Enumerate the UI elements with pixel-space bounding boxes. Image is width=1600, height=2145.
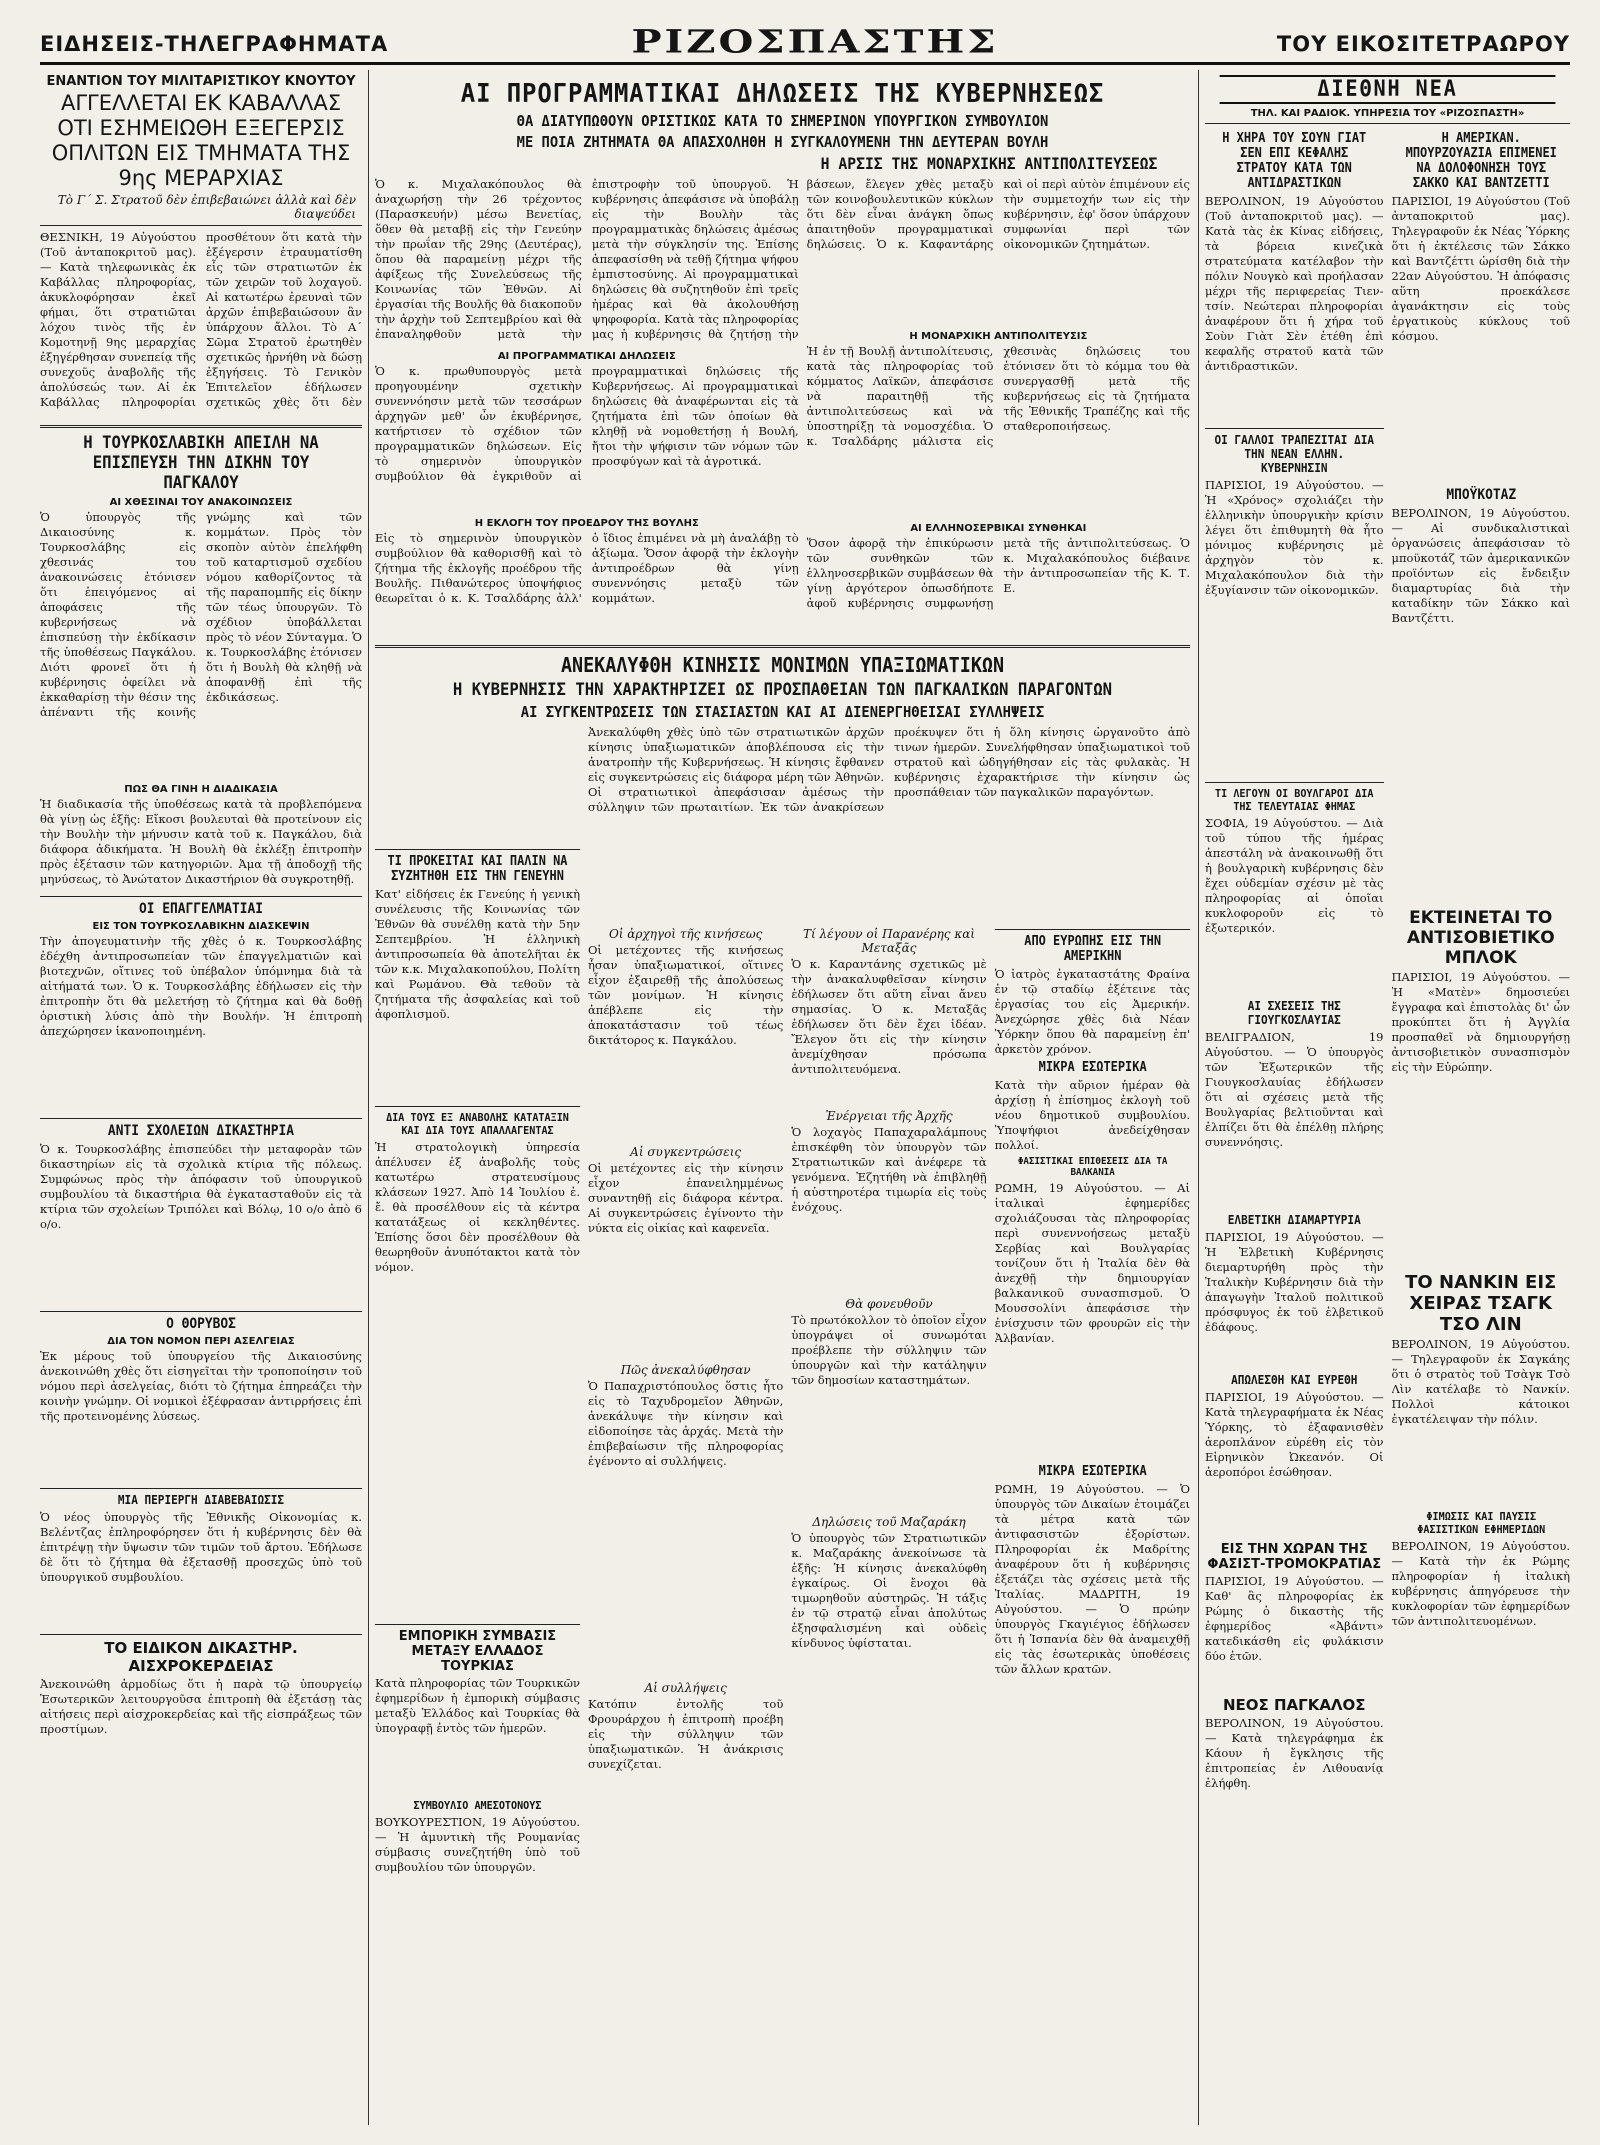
story-fascist-press: ΒΕΡΟΛΙΝΟΝ, 19 Αὐγούστου. — Κατὰ τὴν ἐκ Ρώμης πληροφορίαν ἡ ἰταλικὴ κυβέρνησις ἀπηγόρευσε τὴν κυκλοφορίαν τῶν ἐφημερίδων τῶν ἀντιπολιτευομένων. — [1391, 1539, 1570, 1628]
headline-fascist-balkans: ΦΑΣΙΣΤΙΚΑΙ ΕΠΙΘΕΣΕΙΣ ΔΙΑ ΤΑ ΒΑΛΚΑΝΙΑ — [1017, 1156, 1168, 1178]
story-geneva: Κατ' εἰδήσεις ἐκ Γενεύης ἡ γενικὴ συνέλευσις τῆς Κοινωνίας τῶν Ἐθνῶν θὰ συνέλθῃ κατὰ τὴν 5ην Σεπτεμβρίου. Ἡ ἑλληνικὴ ἀντιπροσωπεία θὰ ἀποτελῆται ἐκ τῶν κ.κ. Μιχαλακοπούλου, Πολίτη καὶ Ρωμάνου. Θὰ τεθοῦν τὰ ζητήματα τῆς ἀσφαλείας καὶ τοῦ ἀφοπλισμοῦ. — [375, 887, 580, 1021]
headline-sacco-vanzetti: Η ΑΜΕΡΙΚΑΝ. ΜΠΟΥΡΖΟΥΑΖΙΑ ΕΠΙΜΕΝΕΙ ΝΑ ΔΟΛΟΦΟΝΗΣΗ ΤΟΥΣ ΣΑΚΚΟ ΚΑΙ ΒΑΝΤΖΕΤΤΙ — [1405, 131, 1557, 191]
headline-trade-treaty: ΕΜΠΟΡΙΚΗ ΣΥΜΒΑΣΙΣ ΜΕΤΑΞΥ ΕΛΛΑΔΟΣ ΤΟΥΡΚΙΑΣ — [398, 1629, 557, 1674]
headline-europe-america: ΑΠΟ ΕΥΡΩΠΗΣ ΕΙΣ ΤΗΝ ΑΜΕΡΙΚΗΝ — [1023, 934, 1161, 964]
headline-yugoslavia: ΑΙ ΣΧΕΣΕΙΣ ΤΗΣ ΓΙΟΥΓΚΟΣΛΑΥΙΑΣ — [1247, 999, 1341, 1027]
subhead-declarations: ΑΙ ΠΡΟΓΡΑΜΜΑΤΙΚΑΙ ΔΗΛΩΣΕΙΣ — [497, 351, 676, 362]
divider — [40, 1488, 362, 1489]
headline-special-court: ΤΟ ΕΙΔΙΚΟΝ ΔΙΚΑΣΤΗΡ. ΑΙΣΧΡΟΚΕΡΔΕΙΑΣ — [104, 1639, 298, 1675]
divider — [375, 1624, 580, 1625]
subhead-gatherings: Αἱ συγκεντρώσεις — [630, 1145, 742, 1159]
story-nanking: ΒΕΡΟΛΙΝΟΝ, 19 Αὐγούστου. — Τηλεγραφοῦν ἐκ Σαγκάης ὅτι ὁ στρατὸς τοῦ Τσὰγκ Τσὸ Λὶν κατέλαβε τὸ Νανκίν. Πολλοὶ κάτοικοι ἐγκατέλειψαν τὴν πόλιν. — [1391, 1337, 1570, 1426]
story-procedure: Ἡ διαδικασία τῆς ὑποθέσεως κατὰ τὰ προβλεπόμενα θὰ γίνῃ ὡς ἑξῆς: Εἴκοσι βουλευταὶ θὰ προτείνουν εἰς τὴν Βουλὴν τὴν μήνυσιν κατὰ τοῦ κ. Παγκάλου, διὰ διάφορα ἀδικήματα. Ἡ Βουλὴ θὰ ἐκλέξῃ ἐπιτροπὴν πρὸς ἐξέτασιν τῶν κατηγοριῶν. Ἀμα τῇ ἀποδοχῇ τῆς μηνύσεως, τὸ Ἀνώτατον Δικαστήριον θὰ συγκροτηθῇ. — [40, 797, 362, 886]
subhead-announcements: ΑΙ ΧΘΕΣΙΝΑΙ ΤΟΥ ΑΝΑΚΟΙΝΩΣΕΙΣ — [109, 497, 293, 508]
masthead — [40, 10, 1570, 65]
subhead-leaders: Οἱ ἀρχηγοὶ τῆς κινήσεως — [608, 927, 763, 941]
deck-nco-1: Η ΚΥΒΕΡΝΗΣΙΣ ΤΗΝ ΧΑΡΑΚΤΗΡΙΖΕΙ ΩΣ ΠΡΟΣΠΑΘΕΙΑΝ ΤΩΝ ΠΑΓΚΑΛΙΚΩΝ ΠΑΡΑΓΟΝΤΩΝ — [452, 680, 1113, 700]
headline-conscripts: ΔΙΑ ΤΟΥΣ ΕΞ ΑΝΑΒΟΛΗΣ ΚΑΤΑΤΑΞΙΝ ΚΑΙ ΔΙΑ ΤΟΥΣ ΑΠΑΛΛΑΓΕΝΤΑΣ — [386, 1111, 569, 1137]
subhead-actions: Ἐνέργειαι τῆς Ἀρχῆς — [825, 1109, 953, 1123]
divider — [40, 896, 362, 897]
divider — [1205, 428, 1384, 429]
headline-swiss-protest: ΕΛΒΕΤΙΚΗ ΔΙΑΜΑΡΤΥΡΙΑ — [1227, 1213, 1361, 1227]
headline-geneva: ΤΙ ΠΡΟΚΕΙΤΑΙ ΚΑΙ ΠΑΛΙΝ ΝΑ ΣΥΖΗΤΗΘΗ ΕΙΣ ΤΗΝ ΓΕΝΕΥΗΝ — [387, 854, 568, 884]
headline-council: ΣΥΜΒΟΥΛΙΟ ΑΜΕΣΟΤΟΝΟΥΣ — [413, 1799, 542, 1812]
subhead-arrests: Αἱ συλλήψεις — [644, 1681, 727, 1695]
story-new-pangalos: ΒΕΡΟΛΙΝΟΝ, 19 Αὐγούστου. — Κατὰ τηλεγράφημα ἐκ Κάουν ἡ ἔγκλησις τῆς ἐπιτροπείας ἐν Λιθουανίᾳ ἐλήφθη. — [1205, 1716, 1384, 1790]
story-europe-america: Ὁ ἰατρὸς ἐγκαταστάτης Φραίνα ἐν τῷ σταδίῳ ἐξέτεινε τὰς ἐργασίας του εἰς Ἀμερικήν. Ἀνεχώρησε χθὲς διὰ Νέαν Ὑόρκην ὅπου θὰ παραμείνῃ ἐπ' ἀρκετὸν χρόνον. — [994, 967, 1190, 1056]
story-speaker-election: Εἰς τὸ σημερινὸν ὑπουργικὸν συμβούλιον θὰ καθορισθῇ καὶ τὸ ζήτημα τῆς ἐκλογῆς προέδρου τῆς Βουλῆς. Πιθανώτερος ὑποψήφιος θεωρεῖται ὁ κ. Κ. Τσαλδάρης ἀλλ' ὁ ἴδιος ἐπιμένει νὰ μὴ ἀναλάβῃ τὸ ἀξίωμα. Ὅσον ἀφορᾷ τὴν ἐκλογὴν ἀντιπροέδρων θὰ γίνῃ συνεννόησις μεταξὺ τῶν κομμάτων. — [375, 531, 799, 605]
subhead-professionals: ΕΙΣ ΤΟΝ ΤΟΥΡΚΟΣΛΑΒΙΚΗΝ ΔΙΑΣΚΕΨΙΝ — [92, 921, 310, 932]
headline-bulgarians: ΤΙ ΛΕΓΟΥΝ ΟΙ ΒΟΥΛΓΑΡΟΙ ΔΙΑ ΤΗΣ ΤΕΛΕΥΤΑΙΑΣ ΦΗΜΑΣ — [1215, 787, 1374, 813]
divider — [40, 1118, 362, 1119]
masthead-right: ΤΟΥ ΕΙΚΟΣΙΤΕΤΡΑΩΡΟΥ — [1276, 32, 1570, 56]
story-discovered: Ὁ Παπαχριστόπουλος ὅστις ἦτο εἰς τὸ Ταχυδρομεῖον Ἀθηνῶν, ἀνεκάλυψε τὴν κίνησιν καὶ εἰδοποίησε τὰς ἀρχάς. Μετὰ τὴν ἐπιβεβαίωσιν τῆς πληροφορίας ἐγένοντο αἱ συλλήψεις. — [588, 1379, 784, 1468]
story-statements: Ὁ κ. Καραντάνης σχετικῶς μὲ τὴν ἀνακαλυφθεῖσαν κίνησιν ἐδήλωσεν ὅτι αὕτη εἶναι ἄνευ σημασίας. Ὁ κ. Μεταξᾶς ἐδήλωσεν ὅτι δὲν ἔχει ἰδέαν. Ἔλεγον ὅτι εἰς τὴν κίνησιν ἀνεμίχθησαν πρόσωπα ἀντιπολιτευόμενα. — [791, 957, 987, 1076]
deck-programmatic-3: Η ΑΡΣΙΣ ΤΗΣ ΜΟΝΑΡΧΙΚΗΣ ΑΝΤΙΠΟΛΙΤΕΥΣΕΩΣ — [820, 154, 1158, 173]
story-domestic-2: ΡΩΜΗ, 19 Αὐγούστου. — Ὁ ὑπουργὸς τῶν Δικαίων ἐτοιμάζει τὰ μέτρα κατὰ τῶν ἀντιφασιστῶν ἐξορίστων. Πληροφορίαι ἐκ Μαδρίτης ἀναφέρουν ὅτι ἡ κυβέρνησις ἐξετάζει τὰς σχέσεις μετὰ τῆς Ἰταλίας. ΜΑΔΡΙΤΗ, 19 Αὐγούστου. — Ὁ πρώην ὑπουργὸς Γκαγιέγιος ἐδήλωσεν ὅτι ἡ Ἱσπανία δὲν θὰ ἀναμειχθῇ εἰς τὰς ἐσωτερικὰς ὑποθέσεις τῶν ἄλλων κρατῶν. — [994, 1482, 1190, 1676]
story-pangalos-trial: Ὁ ὑπουργὸς τῆς Δικαιοσύνης κ. Τουρκοσλάβης εἰς χθεσινάς του ἀνακοινώσεις ἐτόνισεν ὅτι ἐπειγόμενος αἱ ἀποφάσεις τῆς κυβερνήσεως νὰ ἐπισπεύσῃ τὴν ἐκδίκασιν τῆς ὑποθέσεως Παγκάλου. Διότι φρονεῖ ὅτι ἡ κυβέρνησις ὀφείλει νὰ ἐκκαθαρίσῃ τὴν θέσιν της ἀπέναντι τῆς κοινῆς γνώμης καὶ τῶν κομμάτων. Πρὸς τὸν σκοπὸν αὐτὸν ἐπελήφθη τοῦ καταρτισμοῦ σχεδίου νόμου καθορίζοντος τὰ τῆς παραπομπῆς εἰς δίκην τῶν τέως ὑπουργῶν. Τὸ σχέδιον ὑποβάλλεται πρὸς τὸ νέον Σύνταγμα. Ὁ κ. Τουρκοσλάβης ἐτόνισεν ὅτι ἡ Βουλὴ θὰ κληθῇ νὰ ἀποφανθῇ ἐπὶ τῆς ἐκδικάσεως. — [40, 510, 362, 719]
story-gatherings: Οἱ μετέχοντες εἰς τὴν κίνησιν εἶχον ἐπανειλημμένως συναντηθῇ εἰς διάφορα κέντρα. Αἱ συγκεντρώσεις ἐγίνοντο τὴν νύκτα εἰς οἰκίας καὶ καφενεῖα. — [588, 1161, 784, 1235]
divider — [1205, 782, 1384, 783]
divider — [995, 929, 1190, 930]
divider — [375, 849, 580, 850]
subhead-murders: Θὰ φονευθοῦν — [845, 1297, 933, 1311]
column-rule — [1198, 70, 1199, 2125]
headline-domestic-2: ΜΙΚΡΑ ΕΣΩΤΕΡΙΚΑ — [1038, 1464, 1147, 1479]
story-fascist-balkans: ΡΩΜΗ, 19 Αὐγούστου. — Αἱ ἰταλικαὶ ἐφημερίδες σχολιάζουσαι τὰς πληροφορίας περὶ συνεννοήσεως μεταξὺ Σερβίας καὶ Βουλγαρίας τονίζουν ὅτι ἡ Ἰταλία δὲν θὰ ἀνεχθῇ τὴν δημιουργίαν βαλκανικοῦ συνασπισμοῦ. Ὁ Μουσσολίνι ἀπεφάσισε τὴν ἐνίσχυσιν τῶν φρουρῶν εἰς τὴν Ἀλβανίαν. — [994, 1181, 1190, 1345]
story-bankers: ΠΑΡΙΣΙΟΙ, 19 Αὐγούστου. — Ἡ «Χρόνος» σχολιάζει τὴν ἑλληνικὴν ὑπουργικὴν κρίσιν λέγει ὅτι ἐπιθυμητὴ θὰ ἦτο μόνιμος κυβέρνησις μὲ ἀρχηγὸν τὸν κ. Μιχαλακόπουλον διὰ τὴν ἐξυγίανσιν τῶν οἰκονομικῶν. — [1205, 478, 1384, 597]
subhead-uproar: ΔΙΑ ΤΟΝ ΝΟΜΟΝ ΠΕΡΙ ΑΣΕΛΓΕΙΑΣ — [107, 1336, 295, 1347]
story-murders: Τὸ πρωτόκολλον τὸ ὁποῖον εἶχον ὑπογράψει οἱ συνωμόται προέβλεπε τὴν σύλληψιν τῶν ὑπουργῶν καὶ τὴν κατάληψιν τῶν δημοσίων καταστημάτων. — [791, 1313, 987, 1387]
headline-nco-movement: ΑΝΕΚΑΛΥΦΘΗ ΚΙΝΗΣΙΣ ΜΟΝΙΜΩΝ ΥΠΑΞΙΩΜΑΤΙΚΩΝ — [560, 653, 1005, 677]
story-conscripts: Ἡ στρατολογικὴ ὑπηρεσία ἀπέλυσεν ἐξ ἀναβολῆς τοὺς κατωτέρω στρατευσίμους κλάσεων 1927. Ἀπὸ 14 Ἰουλίου ἐ. ἔ. θὰ προσέλθουν εἰς τὰ κέντρα κατατάξεως οἱ κεκληθέντες. Ἐπίσης ὅσοι δὲν προσέλθουν θὰ θεωρηθοῦν ἀνυπότακτοι κατὰ τὸν νόμον. — [375, 1140, 580, 1274]
story-leaders: Οἱ μετέχοντες τῆς κινήσεως ἦσαν ὑπαξιωματικοί, οἵτινες εἶχον ἐξαιρεθῇ τῆς ἀπολύσεως τῶν μονίμων. Ἡ κίνησις ἀπέβλεπε εἰς τὴν ἀποκατάστασιν τοῦ τέως δικτάτορος κ. Παγκάλου. — [588, 943, 784, 1047]
story-mazarakis: Ὁ ὑπουργὸς τῶν Στρατιωτικῶν κ. Μαζαράκης ἀνεκοίνωσε τὰ ἑξῆς: Ἡ κίνησις ἀνεκαλύφθη ἐγκαίρως. Οἱ ἔνοχοι θὰ τιμωρηθοῦν αὐστηρῶς. Ἡ τάξις ἐν τῷ στρατῷ εἶναι ἀπολύτως ἐξησφαλισμένη καὶ οὐδεὶς κίνδυνος ὑφίσταται. — [791, 1531, 987, 1650]
nco-story — [375, 640, 1190, 2120]
story-declarations: Ὁ κ. πρωθυπουργὸς μετὰ προηγουμένην σχετικὴν συνεννόησιν μετὰ τῶν τεσσάρων ἀρχηγῶν μεθ' ὧν ἐκυβέρνησε, κατήρτισεν τὸ σχέδιον τῶν προγραμματικῶν δηλώσεων. Εἰς τὸ σημερινὸν ὑπουργικὸν συμβούλιον θὰ ἐγκριθοῦν αἱ προγραμματικαὶ δηλώσεις τῆς Κυβερνήσεως. Αἱ προγραμματικαὶ δηλώσεις θὰ ἀναφέρωνται εἰς τὰ ζητήματα ἐπὶ τῶν ὁποίων θὰ κληθῇ νὰ νομοθετήσῃ ἡ Βουλή, ἤτοι τὴν ψήφισιν τῶν νόμων τῶν προσφύγων καὶ τὰ ἀγροτικά. — [375, 364, 799, 483]
story-sun-yat-sen: ΒΕΡΟΛΙΝΟΝ, 19 Αὐγούστου (Τοῦ ἀνταποκριτοῦ μας). — Κατὰ τὰς ἐκ Κίνας εἰδήσεις, τὰ βόρεια κινεζικὰ στρατεύματα κατέλαβον τὴν πόλιν Νουγκὸ καὶ προήλασαν μέχρι τῆς περιφερείας Τιεν-τσίν. Νεώτεραι πληροφορίαι ἀναφέρουν ὅτι ἡ χήρα τοῦ Σοὺν Γιὰτ Σὲν ἐτέθη ἐπὶ κεφαλῆς στρατοῦ κατὰ τῶν ἀντιδραστικῶν. — [1205, 194, 1384, 373]
headline-pangalos-trial: Η ΤΟΥΡΚΟΣΛΑΒΙΚΗ ΑΠΕΙΛΗ ΝΑ ΕΠΙΣΠΕΥΣΗ ΤΗΝ ΔΙΚΗΝ ΤΟΥ ΠΑΓΚΑΛΟΥ — [83, 433, 319, 493]
divider — [40, 425, 362, 428]
story-programmatic-lead: Ὁ κ. Μιχαλακόπουλος θὰ ἀναχωρήσῃ τὴν 26 τρέχοντος (Παρασκευήν) μέσω Βενετίας, ὅθεν θὰ μεταβῇ εἰς τὴν Γενεύην τὴν πρωΐαν τῆς 29ης (Δευτέρας), ὅπου θὰ παραμείνῃ μέχρι τῆς ἀφίξεως τῆς Συνελεύσεως τῆς Κοινωνίας τῶν Ἐθνῶν. Αἱ ἐργασίαι τῆς Βουλῆς θὰ διακοποῦν τὴν ἀρχὴν τοῦ Σεπτεμβρίου καὶ θὰ ἐπαναληφθοῦν μετὰ τὴν ἐπιστροφὴν τοῦ ὑπουργοῦ. Ἡ κυβέρνησις ἀπεφάσισε νὰ ὑποβάλῃ εἰς τὴν Βουλὴν τὰς προγραμματικὰς δηλώσεις ἀμέσως μετὰ τὴν σύγκλησίν της. Ἐπίσης ἀπεφασίσθη νὰ τεθῇ ζήτημα ψήφου ἐμπιστοσύνης. Αἱ προγραμματικαὶ δηλώσεις θὰ συζητηθοῦν ἐπὶ τρεῖς ἡμέρας καὶ θὰ ἀκολουθήσῃ ψηφοφορία. Κατὰ τὰς πληροφορίας μας ἡ κυβέρνησις θὰ ζητήσῃ τὴν — [375, 177, 799, 341]
subhead-speaker-election: Η ΕΚΛΟΓΗ ΤΟΥ ΠΡΟΕΔΡΟΥ ΤΗΣ ΒΟΥΛΗΣ — [474, 518, 699, 529]
headline-uproar: Ο ΘΟΡΥΒΟΣ — [166, 1316, 236, 1332]
kicker: ΕΝΑΝΤΙΟΝ ΤΟΥ ΜΙΛΙΤΑΡΙΣΤΙΚΟΥ ΚΝΟΥΤΟΥ — [46, 74, 356, 89]
masthead-left: ΕΙΔΗΣΕΙΣ-ΤΗΛΕΓΡΑΦΗΜΑΤΑ — [40, 32, 389, 56]
story-serbian-treaties: Ὅσον ἀφορᾷ τὴν ἐπικύρωσιν τῶν συνθηκῶν τῶν ἑλληνοσερβικῶν συμβάσεων θὰ γίνῃ ἀργότερον ὁπωσδήποτε ἀφοῦ κυβέρνησις συμφωνήσῃ μετὰ τῆς ἀντιπολιτεύσεως. Ὁ κ. Μιχαλακόπουλος διέβαινε τὴν ἀντιπροσωπείαν τῆς Κ. Τ. Ε. — [806, 536, 1190, 610]
subhead-discovered: Πῶς ἀνεκαλύφθησαν — [620, 1363, 751, 1377]
headline-programmatic: ΑΙ ΠΡΟΓΡΑΜΜΑΤΙΚΑΙ ΔΗΛΩΣΕΙΣ ΤΗΣ ΚΥΒΕΡΝΗΣΕΩΣ — [460, 79, 1105, 109]
story-special-court: Ἀνεκοινώθη ἁρμοδίως ὅτι ἡ παρὰ τῷ ὑπουργείῳ Ἐσωτερικῶν λειτουργοῦσα ἐπιτροπὴ θὰ ἐξετάσῃ τὰς αἰτήσεις περὶ αἰσχροκερδείας καὶ τῆς εἰσπράξεως τῶν προστίμων. — [40, 1677, 362, 1736]
headline-lost-found: ΑΠΩΛΕΣΘΗ ΚΑΙ ΕΥΡΕΘΗ — [1231, 1373, 1358, 1387]
story-yugoslavia: ΒΕΛΙΓΡΑΔΙΟΝ, 19 Αὐγούστου. — Ὁ ὑπουργὸς τῶν Ἐξωτερικῶν τῆς Γιουγκοσλαυίας ἐδήλωσεν ὅτι αἱ σχέσεις μετὰ τῆς Βουλγαρίας βελτιοῦνται καὶ ἐλπίζει ὅτι θὰ ἐπέλθῃ πλήρης συνεννόησις. — [1205, 1030, 1384, 1149]
story-council: ΒΟΥΚΟΥΡΕΣΤΙΟΝ, 19 Αὐγούστου. — Ἡ ἀμυντικὴ τῆς Ρουμανίας σύμβασις συνεζητήθη ὑπὸ τοῦ συμβουλίου τῶν ὑπουργῶν. — [375, 1815, 580, 1874]
divider — [40, 1311, 362, 1312]
headline-nanking: ΤΟ ΝΑΝΚΙΝ ΕΙΣ ΧΕΙΡΑΣ ΤΣΑΓΚ ΤΣΟ ΛΙΝ — [1405, 1272, 1557, 1335]
byline: Τὸ Γ΄ Σ. Στρατοῦ δὲν ἐπιβεβαιώνει ἀλλὰ καὶ δὲν διαψεύδει — [57, 193, 356, 221]
story-nco-lead: Ἀνεκαλύφθη χθὲς ὑπὸ τῶν στρατιωτικῶν ἀρχῶν κίνησις ὑπαξιωματικῶν ἀποβλέπουσα εἰς τὴν ἀνατροπὴν τῆς Κυβερνήσεως. Ἡ κίνησις ἔφθανεν εἰς συγκεντρώσεις εἰς διάφορα μέρη τῶν Ἀθηνῶν. Οἱ στρατιωτικοὶ ἀπεφάσισαν ἀμέσως τὴν σύλληψιν τῶν πρωταιτίων. Ἐκ τῶν ἀνακρίσεων προέκυψεν ὅτι ἡ ὅλη κίνησις ὠργανοῦτο ἀπὸ τινων ἡμερῶν. Συνελήφθησαν ὑπαξιωματικοὶ τοῦ στρατοῦ καὶ ὡδηγήθησαν εἰς τὰς φυλακὰς. Ἡ κυβέρνησις ἐχαρακτήρισε τὴν κίνησιν ὡς προσπάθειαν τῶν παγκαλικῶν παραγόντων. — [588, 725, 1190, 814]
deck-programmatic-2: ΜΕ ΠΟΙΑ ΖΗΤΗΜΑΤΑ ΘΑ ΑΠΑΣΧΟΛΗΘΗ Η ΣΥΓΚΑΛΟΥΜΕΝΗ ΤΗΝ ΔΕΥΤΕΡΑΝ ΒΟΥΛΗ — [516, 133, 1049, 151]
subhead-monarchist: Η ΜΟΝΑΡΧΙΚΗ ΑΝΤΙΠΟΛΙΤΕΥΣΙΣ — [909, 331, 1088, 342]
story-assurance: Ὁ νέος ὑπουργὸς τῆς Ἐθνικῆς Οἰκονομίας κ. Βελέντζας ἐπληροφόρησεν ὅτι ἡ κυβέρνησις δὲν θὰ ἐπιτρέψῃ τὴν ὕψωσιν τῶν τιμῶν τοῦ ἄρτου. Ἐδήλωσε δὲ ὅτι τὸ ζήτημα θὰ ἐξετασθῇ προσεχῶς ὑπὸ τοῦ ὑπουργικοῦ συμβουλίου. — [40, 1510, 362, 1584]
subhead-procedure: ΠΩΣ ΘΑ ΓΙΝΗ Η ΔΙΑΔΙΚΑΣΙΑ — [124, 784, 278, 795]
headline-fascist-terror: ΕΙΣ ΤΗΝ ΧΩΡΑΝ ΤΗΣ ΦΑΣΙΣΤ-ΤΡΟΜΟΚΡΑΤΙΑΣ — [1207, 1542, 1382, 1572]
headline-assurance: ΜΙΑ ΠΕΡΙΕΡΓΗ ΔΙΑΒΕΒΑΙΩΣΙΣ — [117, 1493, 285, 1507]
story-lost-found: ΠΑΡΙΣΙΟΙ, 19 Αὐγούστου. — Κατὰ τηλεγραφήματα ἐκ Νέας Ὑόρκης, τὸ ἐξαφανισθὲν ἀεροπλάνον εὑρέθη εἰς τὸν Εἰρηνικὸν Ὠκεανόν. Οἱ ἀεροπόροι ἐσώθησαν. — [1205, 1390, 1384, 1479]
story-fascist-terror: ΠΑΡΙΣΙΟΙ, 19 Αὐγούστου. — Καθ' ἃς πληροφορίας ἐκ Ρώμης ὁ δικαστὴς τῆς ἐφημερίδος «Ἀβάντι» κατεδικάσθη εἰς φυλάκισιν δύο ἐτῶν. — [1205, 1574, 1384, 1663]
headline-bankers: ΟΙ ΓΑΛΛΟΙ ΤΡΑΠΕΖΙΤΑΙ ΔΙΑ ΤΗΝ ΝΕΑΝ ΕΛΛΗΝ. ΚΥΒΕΡΝΗΣΙΝ — [1214, 433, 1375, 475]
headline-boycott: ΜΠΟΫΚΟΤΑΖ — [1445, 487, 1516, 503]
deck-nco-2: ΑΙ ΣΥΓΚΕΝΤΡΩΣΕΙΣ ΤΩΝ ΣΤΑΣΙΑΣΤΩΝ ΚΑΙ ΑΙ ΔΙΕΝΕΡΓΗΘΕΙΣΑΙ ΣΥΛΛΗΨΕΙΣ — [520, 703, 1045, 721]
story-monarchist: Ἡ ἐν τῇ Βουλῇ ἀντιπολίτευσις, κατὰ τὰς πληροφορίας τοῦ κόμματος Λαϊκῶν, ἀπεφάσισε νὰ παραιτηθῇ τῆς ἀντιπολιτεύσεως καὶ νὰ ὑποστηρίξῃ τὰ νομοσχέδια. Ὁ κ. Τσαλδάρης μάλιστα εἰς χθεσινὰς δηλώσεις του ἐτόνισεν ὅτι τὸ κόμμα του θὰ συνεργασθῇ μετὰ τῆς κυβερνήσεως εἰς τὰ ζητήματα τῆς Ἐθνικῆς Τραπέζης καὶ τῆς σταθεροποιήσεως. — [806, 344, 1190, 448]
story-domestic-1: Κατὰ τὴν αὔριον ἡμέραν θὰ ἀρχίσῃ ἡ ἐπίσημος ἐκλογὴ τοῦ νέου δημοτικοῦ συμβουλίου. Ὑποψήφιοι ἀνεδείχθησαν πολλοί. — [994, 1078, 1190, 1152]
story-arrests: Κατόπιν ἐντολῆς τοῦ Φρουράρχου ἡ ἐπιτροπὴ προέβη εἰς τὴν σύλληψιν τῶν ὑπαξιωματικῶν. Ἡ ἀνάκρισις συνεχίζεται. — [588, 1697, 784, 1771]
banner-international: ΔΙΕΘΝΗ ΝΕΑ — [1220, 75, 1556, 104]
headline-courts: ΑΝΤΙ ΣΧΟΛΕΙΩΝ ΔΙΚΑΣΤΗΡΙΑ — [107, 1123, 295, 1139]
story-continuation: βάσεων, ἔλεγεν χθὲς μεταξὺ τῶν κοινοβουλευτικῶν κύκλων ὅτι δὲν εἶναι ἀνάγκη ὅπως ἀπαιτηθοῦν προγραμματικαὶ δηλώσεις. Ὁ κ. Καφαντάρης καὶ οἱ περὶ αὐτὸν ἐπιμένουν εἰς τὴν συμμετοχήν των εἰς τὴν κυβέρνησιν, ἐφ' ὅσον ὑπάρχουν συμφωνίαι περὶ τῶν οἰκονομικῶν ζητημάτων. — [806, 177, 1190, 251]
headline-anti-soviet-bloc: ΕΚΤΕΙΝΕΤΑΙ ΤΟ ΑΝΤΙΣΟΒΙΕΤΙΚΟ ΜΠΛΟΚ — [1406, 908, 1555, 968]
story-bulgarians: ΣΟΦΙΑ, 19 Αὐγούστου. — Διὰ τοῦ τύπου τῆς ἡμέρας ἀπεστάλη νὰ ἀνακοινωθῇ ὅτι ἡ βουλγαρικὴ κυβέρνησις δὲν ἔχει οὐδεμίαν σχέσιν μὲ τὰς πληροφορίας αἱ ὁποῖαι κυκλοφοροῦν εἰς τὸ ἐξωτερικόν. — [1205, 816, 1384, 935]
story-swiss-protest: ΠΑΡΙΣΙΟΙ, 19 Αὐγούστου. — Ἡ Ἑλβετικὴ Κυβέρνησις διεμαρτυρήθη πρὸς τὴν Ἰταλικὴν Κυβέρνησιν διὰ τὴν ἀπαγωγὴν Ἰταλοῦ πολιτικοῦ πρόσφυγος ἐκ τοῦ ἑλβετικοῦ ἐδάφους. — [1205, 1230, 1384, 1334]
headline-kavala: ΑΓΓΕΛΛΕΤΑΙ ΕΚ ΚΑΒΑΛΛΑΣ ΟΤΙ ΕΣΗΜΕΙΩΘΗ ΕΞΕΓΕΡΣΙΣ ΟΠΛΙΤΩΝ ΕΙΣ ΤΜΗΜΑΤΑ ΤΗΣ 9ης ΜΕΡΑΡΧΙΑΣ — [51, 91, 351, 190]
newspaper-title: ΡΙΖΟΣΠΑΣΤΗΣ — [631, 22, 999, 61]
column-spacer — [375, 725, 580, 845]
main-story — [375, 76, 1190, 636]
story-boycott: ΒΕΡΟΛΙΝΟΝ, 19 Αὐγούστου. — Αἱ συνδικαλιστικαὶ ὀργανώσεις ἀπεφάσισαν τὸ μποϋκοτάζ τῶν ἀμερικανικῶν προϊόντων εἰς ἔνδειξιν διαμαρτυρίας διὰ τὴν καταδίκην τῶν Σάκκο καὶ Βαντζέττι. — [1391, 506, 1570, 625]
subhead-mazarakis: Δηλώσεις τοῦ Μαζαράκη — [812, 1515, 966, 1529]
divider — [1205, 123, 1570, 124]
headline-domestic-1: ΜΙΚΡΑ ΕΣΩΤΕΡΙΚΑ — [1038, 1060, 1147, 1075]
headline-professionals: ΟΙ ΕΠΑΓΓΕΛΜΑΤΙΑΙ — [138, 901, 264, 917]
story-kavala: ΘΕΣΝΙΚΗ, 19 Αὐγούστου (Τοῦ ἀνταποκριτοῦ μας). — Κατὰ τηλεφωνικὰς ἐκ Καβάλλας πληροφορίας, ἀκυκλοφόρησαν ἐκεῖ φήμαι, ὅτι στρατιῶται λόχου τινὸς τῆς ἐν Κομοτηνῇ 9ης μεραρχίας ἐξηγέρθησαν συνεπείᾳ τῆς συνεχοῦς ἀναβολῆς τῆς ἀπολύσεώς των. Αἱ ἐκ Καβάλλας πληροφορίαι προσθέτουν ὅτι κατὰ τὴν ἐξέγερσιν ἐτραυματίσθη εἷς τῶν στρατιωτῶν ἐκ τῶν χειρῶν τοῦ λοχαγοῦ. Αἱ κατωτέρω ἐρευναὶ τῶν ἀρχῶν ἐπιβεβαιώσουν ἂν ὑπάρχουν ἄλλοι. Τὸ Α΄ Σῶμα Στρατοῦ ἐρωτηθὲν σχετικῶς ἠρνήθη νὰ δώσῃ ἐξηγήσεις. Τὸ Γενικὸν Ἐπιτελεῖον ἐδήλωσεν σχετικῶς χθὲς ὅτι δὲν — [40, 230, 362, 409]
story-sacco-vanzetti: ΠΑΡΙΣΙΟΙ, 19 Αὐγούστου (Τοῦ ἀνταποκριτοῦ μας). Τηλεγραφοῦν ἐκ Νέας Ὑόρκης ὅτι ἡ ἐκτέλεσις τῶν Σάκκο καὶ Βαντζέττι ὡρίσθη διὰ τὴν 22αν Αὐγούστου. Ἡ ἀπόφασις αὕτη προεκάλεσε ἀγανάκτησιν εἰς τοὺς ἐργατικοὺς κύκλους τοῦ κόσμου. — [1391, 194, 1570, 343]
divider — [375, 645, 1190, 648]
subhead-statements: Τί λέγουν οἱ Παρανέρης καὶ Μεταξᾶς — [802, 927, 975, 955]
divider — [40, 1634, 362, 1635]
story-professionals: Τὴν ἀπογευματινὴν τῆς χθὲς ὁ κ. Τουρκοσλάβης ἐδέχθη ἀντιπροσωπείαν τῶν ἐπαγγελματιῶν καὶ βιοτεχνῶν, οἵτινες τοῦ ὑπέβαλον ὑπόμνημα διὰ τὰ αἰτήματά των. Ὁ κ. Τουρκοσλάβης ἐδήλωσεν εἰς τὴν ἐπιτροπὴν ὅτι θὰ μελετήσῃ τὸ ζήτημα καὶ θὰ δοθῇ ὁριστικὴ λύσις ἀπὸ τὴν Βουλήν. Ἡ ἐπιτροπὴ ἀπεχώρησεν ἱκανοποιημένη. — [40, 934, 362, 1038]
headline-fascist-press: ΦΙΜΩΣΙΣ ΚΑΙ ΠΑΥΣΙΣ ΦΑΣΙΣΤΙΚΩΝ ΕΦΗΜΕΡΙΔΩΝ — [1416, 1510, 1545, 1536]
divider — [40, 225, 362, 226]
service-line: ΤΗΛ. ΚΑΙ ΡΑΔΙΟΚ. ΥΠΗΡΕΣΙΑ ΤΟΥ «ΡΙΖΟΣΠΑΣΤΗ» — [1250, 108, 1525, 119]
column-right — [1205, 72, 1570, 2125]
column-rule — [368, 70, 369, 2125]
story-actions: Ὁ λοχαγὸς Παπαχαραλάμπους ἐπισκέφθη τὸν ὑπουργὸν τῶν Στρατιωτικῶν καὶ ἀνέφερε τὰ γενόμενα. Ἐζητήθη νὰ ἐπιβληθῇ ἡ αὐστηροτέρα τιμωρία εἰς τοὺς ἐνόχους. — [791, 1125, 987, 1214]
story-trade-treaty: Κατὰ πληροφορίας τῶν Τουρκικῶν ἐφημερίδων ἡ ἐμπορικὴ σύμβασις μεταξὺ Ἑλλάδος καὶ Τουρκίας θὰ ὑπογραφῇ ἐντὸς τῶν ἡμερῶν. — [375, 1676, 580, 1735]
column-left — [40, 72, 362, 2125]
headline-sun-yat-sen: Η ΧΗΡΑ ΤΟΥ ΣΟΥΝ ΓΙΑΤ ΣΕΝ ΕΠΙ ΚΕΦΑΛΗΣ ΣΤΡΑΤΟΥ ΚΑΤΑ ΤΩΝ ΑΝΤΙΔΡΑΣΤΙΚΩΝ — [1222, 131, 1367, 191]
divider — [375, 1106, 580, 1107]
deck-programmatic-1: ΘΑ ΔΙΑΤΥΠΩΘΟΥΝ ΟΡΙΣΤΙΚΩΣ ΚΑΤΑ ΤΟ ΣΗΜΕΡΙΝΟΝ ΥΠΟΥΡΓΙΚΟΝ ΣΥΜΒΟΥΛΙΟΝ — [516, 112, 1049, 130]
subhead-serbian-treaties: ΑΙ ΕΛΛΗΝΟΣΕΡΒΙΚΑΙ ΣΥΝΘΗΚΑΙ — [910, 523, 1087, 534]
story-uproar: Ἐκ μέρους τοῦ ὑπουργείου τῆς Δικαιοσύνης ἀνεκοινώθη χθὲς ὅτι εἰσηγεῖται τὴν τροποποίησιν τοῦ νόμου περὶ ἀσελγείας, διότι τὸ ζήτημα ἐπηρεάζει τὴν κοινὴν γνώμην. Οἱ νομικοὶ ἐξέφρασαν ἀντιρρήσεις ἐπὶ τῆς προτεινομένης λύσεως. — [40, 1349, 362, 1423]
story-anti-soviet-bloc: ΠΑΡΙΣΙΟΙ, 19 Αὐγούστου. — Ἡ «Ματὲν» δημοσιεύει ἔγγραφα καὶ ἐπιστολὰς δι' ὧν προκύπτει ὅτι ἡ Ἀγγλία προσπαθεῖ νὰ δημιουργήσῃ ἀντισοβιετικὸν συνασπισμὸν εἰς τὴν Εὐρώπην. — [1391, 970, 1570, 1074]
story-courts: Ὁ κ. Τουρκοσλάβης ἐπισπεύδει τὴν μεταφορὰν τῶν δικαστηρίων εἰς τὰ σχολικὰ κτίρια τῆς πόλεως. Συμφώνως πρὸς τὴν ἀπόφασιν τοῦ ὑπουργικοῦ συμβουλίου τὰ δικαστήρια θὰ ἐγκατασταθοῦν εἰς τὰ κτίρια τῶν σχολείων Τριπόλει καὶ Βόλῳ, 10 ο/ο ἀπὸ 6 ο/ο. — [40, 1142, 362, 1231]
headline-new-pangalos: ΝΕΟΣ ΠΑΓΚΑΛΟΣ — [1222, 1696, 1366, 1714]
